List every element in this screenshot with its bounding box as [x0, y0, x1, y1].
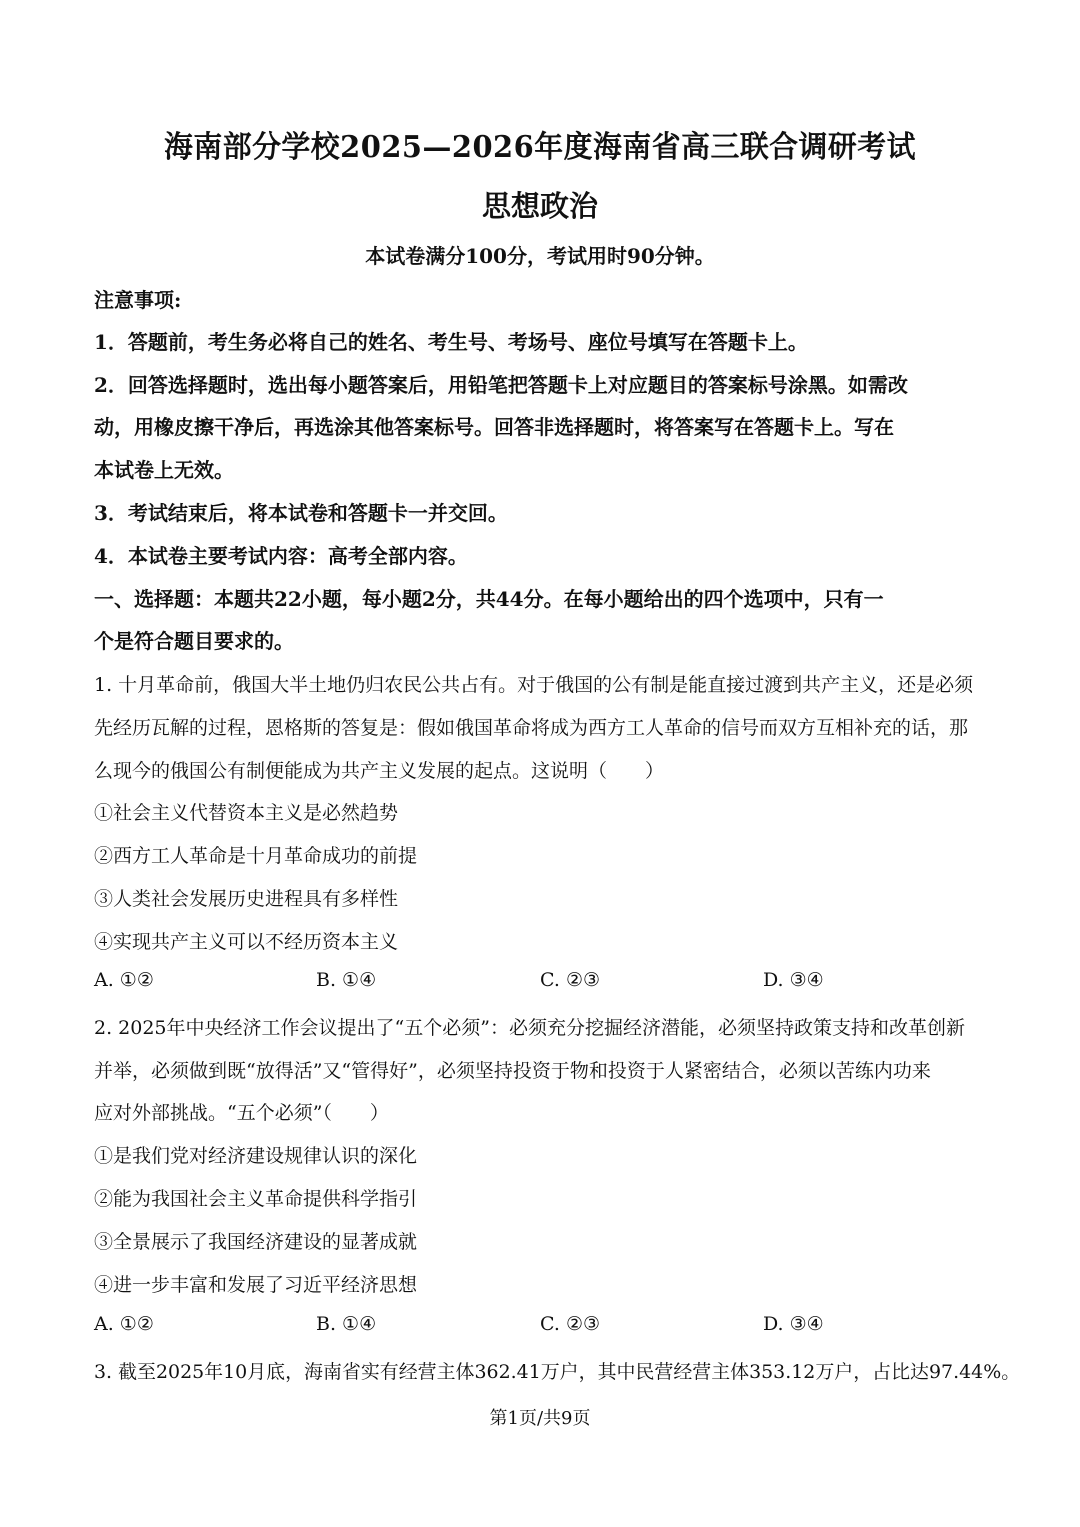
question-2-statement: ④进一步丰富和发展了习近平经济思想 — [94, 1274, 418, 1296]
question-2-statement: ③全景展示了我国经济建设的显著成就 — [94, 1231, 418, 1253]
question-1-choice-d: D. ③④ — [763, 969, 824, 991]
question-1-statement: ③人类社会发展历史进程具有多样性 — [94, 888, 399, 910]
question-2-choice-b: B. ①④ — [316, 1313, 377, 1335]
question-2-statement: ①是我们党对经济建设规律认识的深化 — [94, 1145, 418, 1167]
score-info: 本试卷满分100分，考试用时90分钟。 — [365, 244, 715, 268]
question-3-stem: 3. 截至2025年10月底，海南省实有经营主体362.41万户，其中民营经营主体353.12万户，占比达97.44%。 — [94, 1361, 1021, 1383]
notes-line: 4．本试卷主要考试内容：高考全部内容。 — [94, 544, 468, 568]
notes-heading: 注意事项: — [94, 288, 182, 312]
question-1-stem: 1. 十月革命前，俄国大半土地仍归农民公共占有。对于俄国的公有制是能直接过渡到共产主义，还是必须 — [94, 674, 974, 696]
notes-line: 2．回答选择题时，选出每小题答案后，用铅笔把答题卡上对应题目的答案标号涂黑。如需改 — [94, 373, 908, 397]
question-1-statement: ④实现共产主义可以不经历资本主义 — [94, 931, 399, 953]
question-2-stem: 应对外部挑战。“五个必须”（ ） — [94, 1102, 389, 1124]
question-2-choice-d: D. ③④ — [763, 1313, 824, 1335]
exam-subject: 思想政治 — [481, 189, 598, 223]
question-1-statement: ②西方工人革命是十月革命成功的前提 — [94, 845, 418, 867]
question-2-choice-c: C. ②③ — [540, 1313, 601, 1335]
question-1-choice-c: C. ②③ — [540, 969, 601, 991]
question-2-stem: 2. 2025年中央经济工作会议提出了“五个必须”：必须充分挖掘经济潜能，必须坚持政策支持和改革创新 — [94, 1017, 965, 1039]
notes-line: 本试卷上无效。 — [94, 458, 234, 482]
question-1-stem: 么现今的俄国公有制便能成为共产主义发展的起点。这说明（ ） — [94, 760, 665, 782]
question-1-choice-a: A. ①② — [94, 969, 154, 991]
notes-line: 1．答题前，考生务必将自己的姓名、考生号、考场号、座位号填写在答题卡上。 — [94, 330, 808, 354]
section-heading: 一、选择题：本题共22小题，每小题2分，共44分。在每小题给出的四个选项中，只有一 — [94, 587, 884, 611]
question-2-stem: 并举，必须做到既“放得活”又“管得好”，必须坚持投资于物和投资于人紧密结合，必须以苦练内功来 — [94, 1060, 931, 1082]
notes-line: 动，用橡皮擦干净后，再选涂其他答案标号。回答非选择题时，将答案写在答题卡上。写在 — [94, 415, 894, 439]
question-2-statement: ②能为我国社会主义革命提供科学指引 — [94, 1188, 418, 1210]
notes-line: 3．考试结束后，将本试卷和答题卡一并交回。 — [94, 501, 508, 525]
question-2-choice-a: A. ①② — [94, 1313, 154, 1335]
section-heading: 个是符合题目要求的。 — [94, 629, 294, 653]
question-1-stem: 先经历瓦解的过程，恩格斯的答复是：假如俄国革命将成为西方工人革命的信号而双方互相补充的话，那 — [94, 717, 969, 739]
page-number: 第1页/共9页 — [489, 1408, 591, 1429]
question-1-statement: ①社会主义代替资本主义是必然趋势 — [94, 802, 399, 824]
question-1-choice-b: B. ①④ — [316, 969, 377, 991]
exam-title: 海南部分学校2025—2026年度海南省高三联合调研考试 — [163, 130, 917, 165]
